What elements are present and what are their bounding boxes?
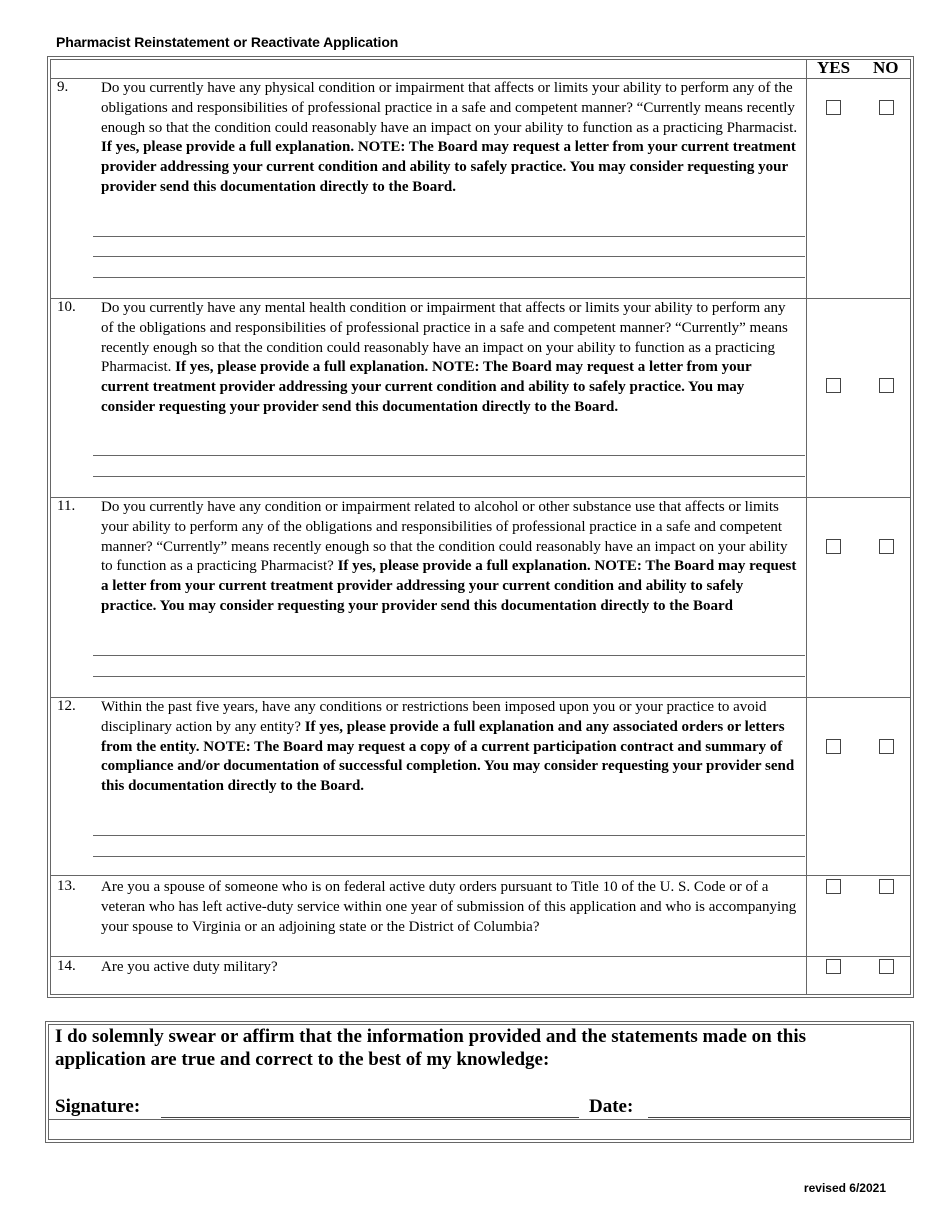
question-12-text (101, 698, 801, 797)
question-instruction: If yes, please provide a full explanation. NOTE: The Board may request a letter from your current treatment provider addressing your current condition and ability to safely practice. You may consider requesting your provider send this documentation directly to the Board. (101, 359, 752, 415)
answer-line (93, 856, 805, 857)
header-row-divider (806, 78, 910, 79)
row-divider (51, 956, 910, 957)
question-text: Do you currently have any physical condition or impairment that affects or limits your ability to perform any of the obligations and responsibilities of professional practice in a safe and competent manner? “Currently means recently enough so that the condition could reasonably have an impact on your ability to function as a practicing Pharmacist. (101, 80, 798, 136)
q14-yes-checkbox[interactable] (826, 959, 841, 974)
answer-line (93, 256, 805, 257)
question-number: 12. (57, 698, 76, 714)
question-instruction: If yes, please provide a full explanation. NOTE: The Board may request a letter from your current treatment provider addressing your current condition and ability to safely practice. You may consider requesting your provider send this documentation directly to the Board. (101, 139, 796, 195)
q10-no-checkbox[interactable] (879, 378, 894, 393)
declaration-statement: I do solemnly swear or affirm that the information provided and the statements made on this application are true and correct to the best of my knowledge: (55, 1026, 807, 1070)
question-number: 14. (57, 958, 76, 974)
answer-line (93, 835, 805, 836)
question-instruction: If yes, please provide a full explanation. NOTE: The Board may request a letter from your current treatment provider addressing your current condition and ability to safely practice. You may consider requesting your provider send this documentation directly to the Board (101, 558, 797, 614)
declaration-bottom-divider (49, 1119, 910, 1120)
question-number: 9. (57, 79, 69, 95)
signature-field[interactable] (161, 1117, 579, 1118)
yes-column-header: YES (817, 58, 851, 77)
answer-line (93, 236, 805, 237)
q12-no-checkbox[interactable] (879, 739, 894, 754)
answer-line (93, 455, 805, 456)
question-number: 10. (57, 299, 76, 315)
question-text: Are you active duty military? (101, 959, 278, 975)
date-field[interactable] (648, 1117, 910, 1118)
q13-no-checkbox[interactable] (879, 879, 894, 894)
question-text: Do you currently have any mental health condition or impairment that affects or limits your ability to perform any of the obligations and responsibilities of professional practice in a safe and competent manner? “Currently” means recently enough so that the condition could reasonably have an impact on your ability to function as a practicing Pharmacist. (101, 300, 788, 376)
date-label: Date: (589, 1096, 634, 1117)
q13-yes-checkbox[interactable] (826, 879, 841, 894)
signature-label: Signature: (55, 1096, 141, 1117)
q10-yes-checkbox[interactable] (826, 378, 841, 393)
q14-no-checkbox[interactable] (879, 959, 894, 974)
question-number: 11. (57, 498, 76, 514)
answer-line (93, 277, 805, 278)
q9-yes-checkbox[interactable] (826, 100, 841, 115)
q12-yes-checkbox[interactable] (826, 739, 841, 754)
revision-note: revised 6/2021 (803, 1181, 886, 1195)
answer-line (93, 655, 805, 656)
form-title: Pharmacist Reinstatement or Reactivate Application (56, 34, 399, 50)
q11-yes-checkbox[interactable] (826, 539, 841, 554)
question-14-text (101, 958, 801, 978)
column-divider (806, 60, 807, 994)
question-text: Do you currently have any condition or impairment related to alcohol or other substance use that affects or limits your ability to perform any of the obligations and responsibilities of professional practice in a safe and competent manner? “Currently” means recently enough so that the condition could reasonably have an impact on your ability to function as a practicing Pharmacist? (101, 499, 788, 575)
question-10-text (101, 299, 801, 418)
question-text: Are you a spouse of someone who is on federal active duty orders pursuant to Title 10 of the U. S. Code or of a veteran who has left active-duty service within one year of submission of this application and who is accompanying your spouse to Virginia or an adjoining state or the District of Columbia? (101, 879, 797, 935)
question-instruction: If yes, please provide a full explanation and any associated orders or letters from the entity. NOTE: The Board may request a copy of a current participation contract and summary of compliance and/or documentation of successful completion. You may consider requesting your provider send this documentation directly to the Board. (101, 718, 795, 795)
question-13-text (101, 878, 801, 937)
question-11-text (101, 498, 801, 617)
answer-line (93, 676, 805, 677)
row-divider (51, 875, 910, 876)
question-9-text (101, 79, 801, 198)
question-number: 13. (57, 878, 76, 894)
q9-no-checkbox[interactable] (879, 100, 894, 115)
answer-line (93, 476, 805, 477)
q11-no-checkbox[interactable] (879, 539, 894, 554)
question-text: Within the past five years, have any conditions or restrictions been imposed upon you or your practice to avoid disciplinary action by any entity? (101, 699, 767, 735)
no-column-header: NO (873, 58, 899, 77)
